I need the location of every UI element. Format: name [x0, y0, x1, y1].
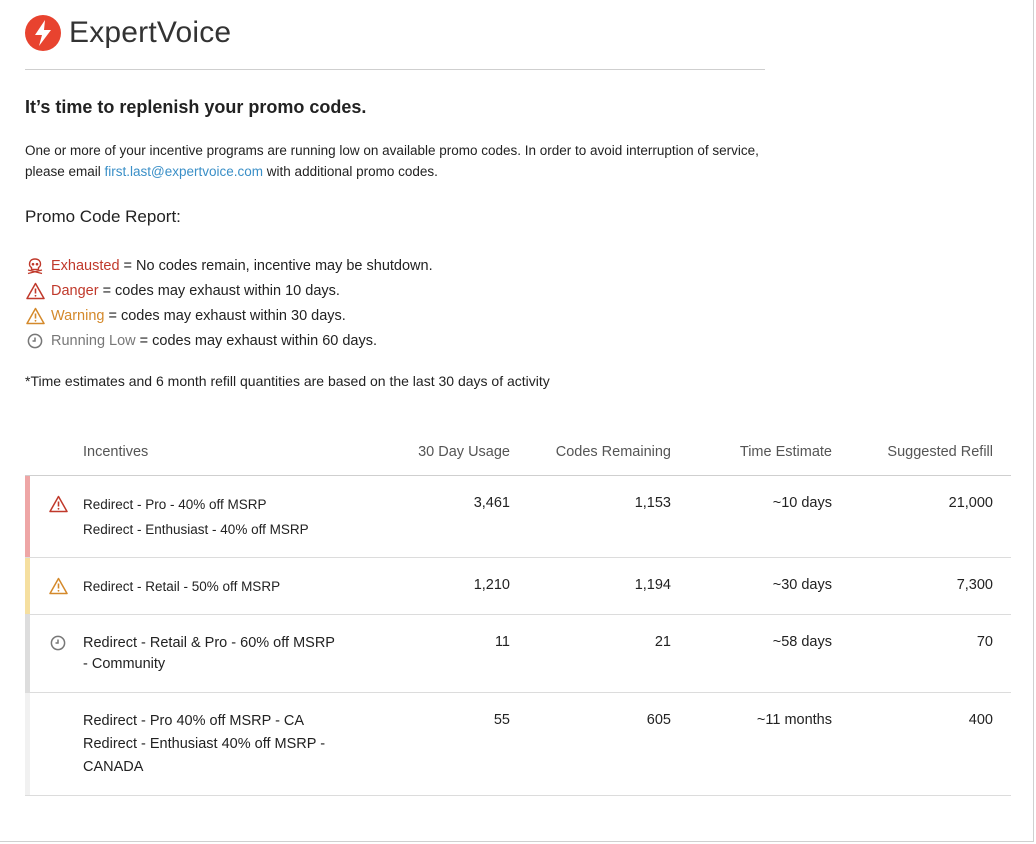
refill-value: 70 — [976, 634, 993, 650]
incentive-name: Redirect - Pro 40% off MSRP - CA — [83, 713, 305, 729]
header-usage: 30 Day Usage — [418, 444, 510, 460]
status-legend — [25, 253, 433, 353]
status-stripe — [25, 693, 30, 795]
incentive-name: Redirect - Retail & Pro - 60% off MSRP — [83, 635, 335, 651]
incentive-name: Redirect - Enthusiast 40% off MSRP - — [83, 736, 326, 752]
intro-paragraph — [25, 140, 765, 182]
refill-value: 7,300 — [956, 577, 993, 593]
danger-triangle-icon — [48, 494, 68, 514]
legend-danger — [25, 278, 433, 303]
email-link[interactable]: first.last@expertvoice.com — [104, 164, 264, 179]
incentive-name: Redirect - Pro - 40% off MSRP — [83, 497, 267, 512]
clock-icon — [25, 331, 45, 351]
legend-warning — [25, 303, 433, 328]
remaining-value: 1,153 — [634, 495, 671, 511]
remaining-value: 21 — [654, 634, 671, 650]
table-row — [25, 693, 1011, 796]
estimate-value: ~11 months — [756, 712, 832, 728]
incentive-names — [83, 710, 325, 779]
usage-value: 55 — [493, 712, 510, 728]
page-title: It’s time to replenish your promo codes. — [25, 97, 367, 117]
legend-term: Warning — [51, 307, 105, 324]
refill-value: 21,000 — [948, 495, 993, 511]
legend-desc: = codes may exhaust within 60 days. — [139, 332, 378, 349]
table-header — [25, 432, 1011, 476]
header-remaining: Codes Remaining — [555, 444, 671, 460]
legend-term: Exhausted — [51, 257, 120, 274]
table-row — [25, 476, 1011, 558]
warning-triangle-icon — [25, 306, 45, 326]
legend-desc: = No codes remain, incentive may be shutdown. — [123, 257, 433, 274]
incentive-name: CANADA — [83, 759, 144, 775]
clock-icon — [48, 633, 68, 653]
estimate-value: ~30 days — [772, 577, 832, 593]
refill-value: 400 — [968, 712, 993, 728]
incentive-names — [83, 492, 309, 542]
legend-term: Danger — [51, 282, 99, 299]
incentive-name: - Community — [83, 656, 166, 672]
status-stripe — [25, 615, 30, 692]
report-title: Promo Code Report: — [25, 207, 181, 226]
remaining-value: 605 — [646, 712, 671, 728]
legend-desc: = codes may exhaust within 30 days. — [108, 307, 346, 324]
incentive-name: Redirect - Retail - 50% off MSRP — [83, 579, 281, 594]
legend-exhausted — [25, 253, 433, 278]
header-incentives: Incentives — [83, 444, 149, 460]
incentive-names — [83, 574, 280, 599]
legend-running-low — [25, 328, 433, 353]
legend-term: Running Low — [51, 332, 136, 349]
brand-header — [25, 15, 231, 51]
status-stripe — [25, 476, 30, 557]
incentive-name: Redirect - Enthusiast - 40% off MSRP — [83, 522, 309, 537]
expertvoice-logo-icon — [25, 15, 61, 51]
danger-triangle-icon — [25, 281, 45, 301]
header-divider — [25, 69, 765, 70]
estimate-value: ~10 days — [772, 495, 832, 511]
intro-text-after: with additional promo codes. — [263, 164, 438, 179]
header-refill: Suggested Refill — [887, 444, 993, 460]
skull-icon — [25, 256, 45, 276]
status-stripe — [25, 558, 30, 614]
usage-value: 11 — [494, 634, 510, 650]
usage-value: 1,210 — [473, 577, 510, 593]
estimate-note: *Time estimates and 6 month refill quantities are based on the last 30 days of activity — [25, 373, 550, 389]
promo-code-table — [25, 432, 1011, 796]
brand-name: ExpertVoice — [69, 16, 232, 49]
warning-triangle-icon — [48, 576, 68, 596]
table-row — [25, 558, 1011, 615]
table-row — [25, 615, 1011, 693]
header-estimate: Time Estimate — [739, 444, 832, 460]
legend-desc: = codes may exhaust within 10 days. — [102, 282, 340, 299]
remaining-value: 1,194 — [634, 577, 671, 593]
usage-value: 3,461 — [473, 495, 510, 511]
estimate-value: ~58 days — [772, 634, 832, 650]
intro-text-before: One or more of your incentive programs are running low on available promo codes. In order to avoid interruption of service, please email — [25, 143, 759, 179]
incentive-names — [83, 633, 335, 675]
